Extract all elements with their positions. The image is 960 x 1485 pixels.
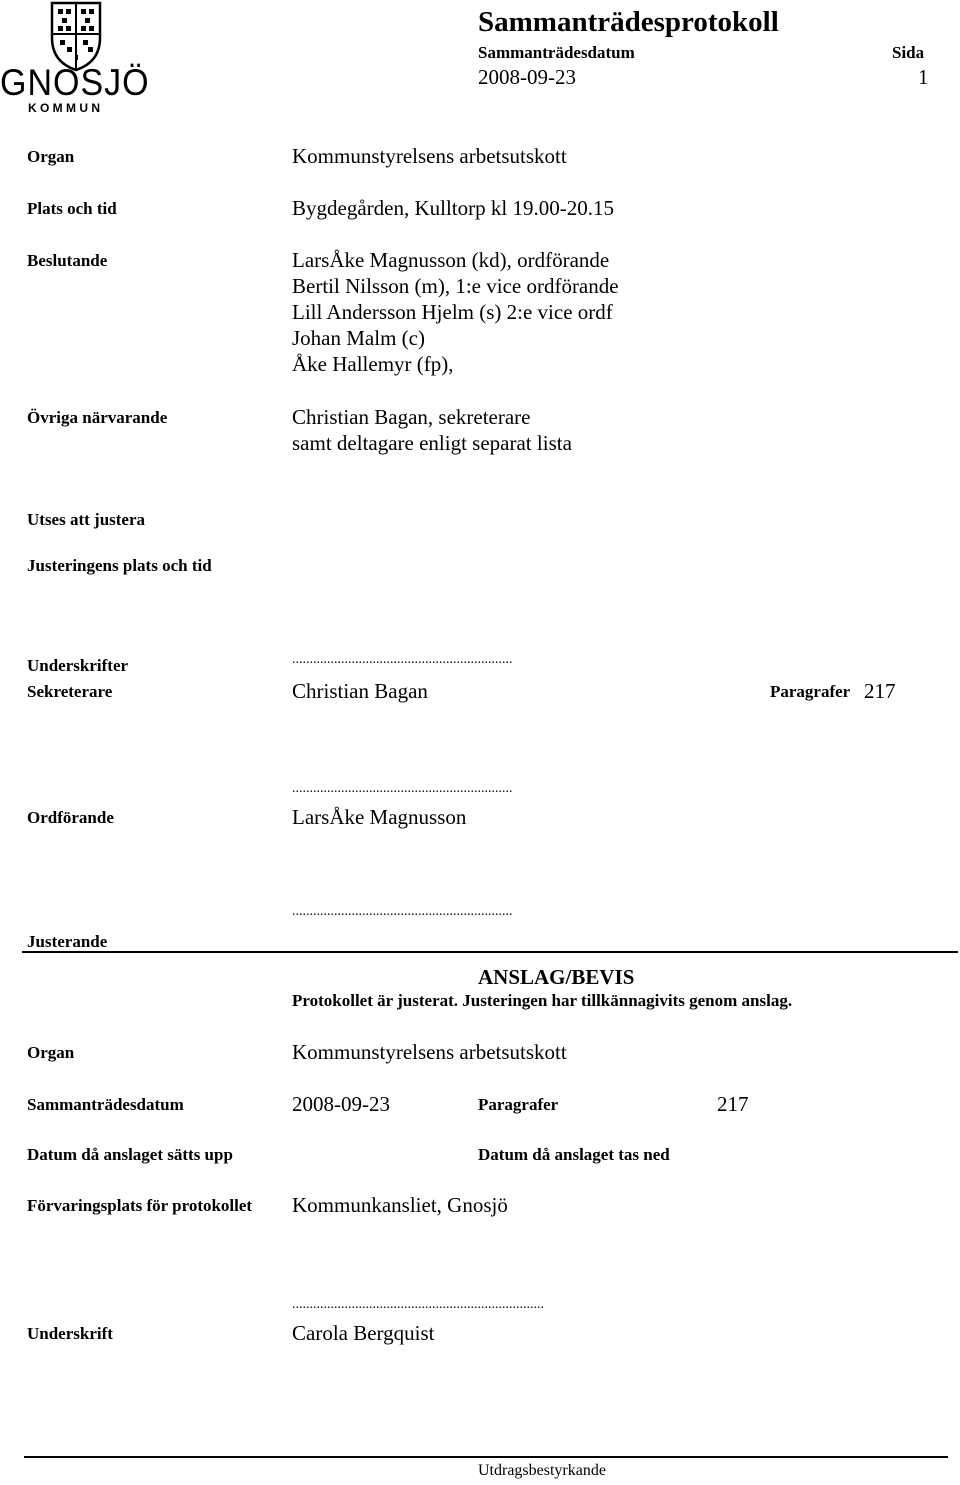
notice-organ-label: Organ — [27, 1043, 75, 1062]
removed-label: Datum då anslaget tas ned — [478, 1145, 670, 1164]
page-number: 1 — [918, 65, 929, 89]
others-person: Christian Bagan, sekreterare — [292, 405, 531, 429]
signature-line: ............................................................... — [292, 904, 513, 919]
notice-heading: ANSLAG/BEVIS — [478, 965, 635, 989]
storage-label: Förvaringsplats för protokollet — [27, 1196, 253, 1215]
notice-date-value: 2008-09-23 — [292, 1092, 390, 1116]
deciding-member: Johan Malm (c) — [292, 326, 425, 350]
logo-wordmark: GNOSJÖ — [0, 62, 150, 104]
document-title: Sammanträdesprotokoll — [478, 6, 779, 38]
logo-subtitle: K O M M U N — [28, 101, 100, 115]
others-label: Övriga närvarande — [27, 408, 168, 427]
organ-value: Kommunstyrelsens arbetsutskott — [292, 144, 567, 168]
footer-text: Utdragsbestyrkande — [478, 1462, 606, 1479]
notice-paragraphs-label: Paragrafer — [478, 1095, 559, 1114]
adjust-place-label: Justeringens plats och tid — [27, 556, 212, 575]
adjuster-sign-label: Justerande — [27, 932, 108, 951]
adjuster-label: Utses att justera — [27, 510, 146, 529]
secretary-name: Christian Bagan — [292, 679, 428, 703]
signature-line: ............................................................... — [292, 652, 513, 667]
signer-name: Carola Bergquist — [292, 1321, 435, 1345]
paragraphs-value: 217 — [864, 679, 896, 703]
place-label: Plats och tid — [27, 199, 117, 218]
deciding-member: LarsÅke Magnusson (kd), ordförande — [292, 248, 610, 272]
signature-line: ............................................................... — [292, 781, 513, 796]
storage-value: Kommunkansliet, Gnosjö — [292, 1193, 508, 1217]
signatures-label: Underskrifter — [27, 656, 129, 675]
notice-paragraphs-value: 217 — [717, 1092, 749, 1116]
posted-label: Datum då anslaget sätts upp — [27, 1145, 233, 1164]
place-value: Bygdegården, Kulltorp kl 19.00-20.15 — [292, 196, 614, 220]
meeting-date: 2008-09-23 — [478, 65, 576, 89]
secretary-label: Sekreterare — [27, 682, 113, 701]
municipality-logo — [0, 0, 150, 118]
section-divider — [22, 951, 958, 953]
paragraphs-label: Paragrafer — [770, 682, 851, 701]
organ-label: Organ — [27, 147, 75, 166]
chair-label: Ordförande — [27, 808, 114, 827]
footer-divider — [24, 1456, 948, 1458]
meeting-date-label: Sammanträdesdatum — [478, 43, 635, 62]
others-person: samt deltagare enligt separat lista — [292, 431, 572, 455]
notice-statement: Protokollet är justerat. Justeringen har tillkännagivits genom anslag. — [292, 991, 793, 1010]
notice-date-label: Sammanträdesdatum — [27, 1095, 184, 1114]
notice-organ-value: Kommunstyrelsens arbetsutskott — [292, 1040, 567, 1064]
chair-name: LarsÅke Magnusson — [292, 805, 467, 829]
signature-label: Underskrift — [27, 1324, 113, 1343]
signature-line: ........................................................................ — [292, 1297, 544, 1312]
deciding-member: Bertil Nilsson (m), 1:e vice ordförande — [292, 274, 619, 298]
page-label: Sida — [892, 43, 925, 62]
deciding-member: Lill Andersson Hjelm (s) 2:e vice ordf — [292, 300, 613, 324]
deciding-member: Åke Hallemyr (fp), — [292, 352, 454, 376]
deciding-label: Beslutande — [27, 251, 108, 270]
